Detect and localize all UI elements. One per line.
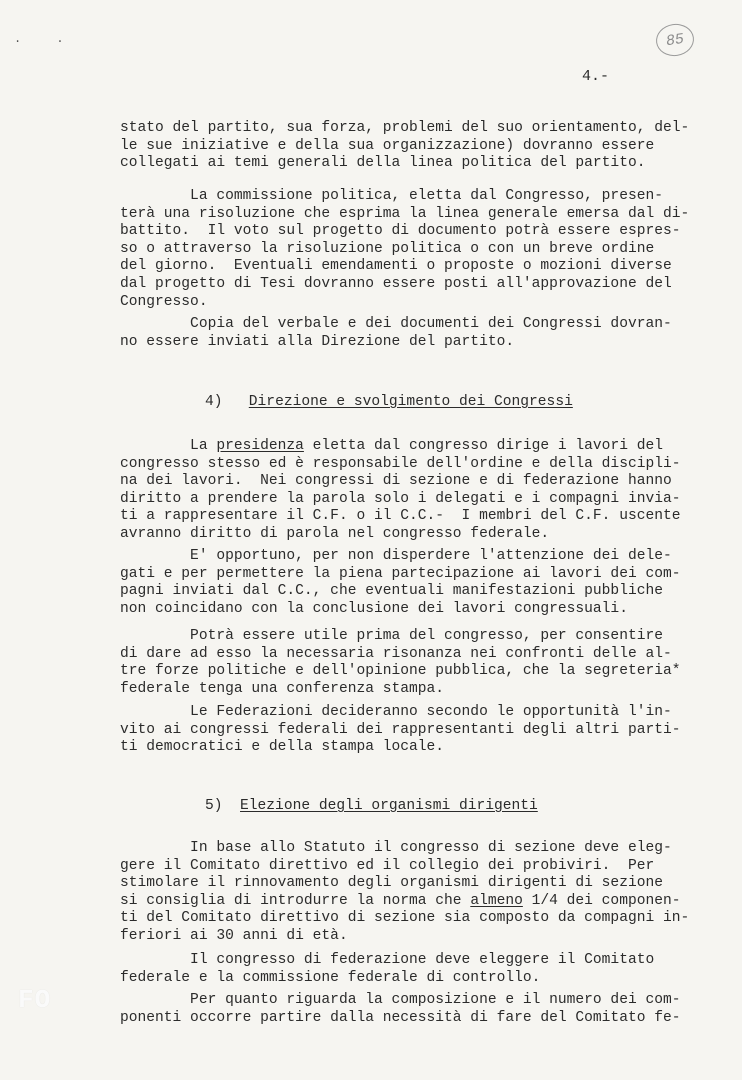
text-line: diritto a prendere la parola solo i delegati e i compagni invia-: [120, 490, 681, 507]
paragraph-1: [120, 120, 690, 173]
text-line: del giorno. Eventuali emendamenti o proposte o mozioni diverse: [120, 258, 672, 275]
text-line: no essere inviati alla Direzione del partito.: [120, 333, 515, 350]
paragraph-9: [120, 952, 680, 987]
paragraph-6: [120, 628, 680, 698]
text-line: battito. Il voto sul progetto di documento potrà essere espres-: [120, 223, 681, 240]
text-line: congresso stesso ed è responsabile dell'ordine e della discipli-: [120, 455, 681, 472]
text-line: tre forze politiche e dell'opinione pubblica, che la segreteria*: [120, 663, 681, 680]
paragraph-7: [120, 704, 680, 757]
margin-marks: . .: [14, 32, 78, 46]
page-number: 4.-: [582, 68, 610, 85]
text-line: stimolare il rinnovamento degli organismi dirigenti di sezione: [120, 875, 663, 892]
section-heading-4: 4) Direzione e svolgimento dei Congressi: [205, 394, 573, 410]
text-line: La commissione politica, eletta dal Congresso, presen-: [120, 188, 663, 204]
text-line: In base allo Statuto il congresso di sezione deve eleg-: [120, 840, 672, 856]
text-line: dal progetto di Tesi dovranno essere posti all'approvazione del: [120, 275, 672, 292]
text-line: non coincidano con la conclusione dei lavori congressuali.: [120, 600, 628, 617]
paragraph-4: La presidenza eletta dal congresso dirige i lavori del congresso stesso ed è responsabile dell'ordine e della discipli- na dei lavori. Nei congressi di sezione e di federazione hanno diritto a prendere la parola solo i delegati e i compagni invia- ti a rappresentare il C.F. o il C.C.- I membri del C.F. uscente avranno diritto di parola nel congresso federale.: [120, 438, 681, 542]
text-line: avranno diritto di parola nel congresso federale.: [120, 525, 550, 542]
text-line: pagni inviati dal C.C., che eventuali manifestazioni pubbliche: [120, 583, 663, 600]
paragraph-10: [120, 992, 680, 1027]
paragraph-3: [120, 316, 680, 351]
text-line: Le Federazioni decideranno secondo le opportunità l'in-: [120, 704, 672, 720]
text-line: gere il Comitato direttivo ed il collegio dei probiviri. Per: [120, 857, 655, 874]
text-line: vito ai congressi federali dei rappresentanti degli altri parti-: [120, 721, 681, 738]
text-line: na dei lavori. Nei congressi di sezione e di federazione hanno: [120, 473, 672, 490]
text-line: Il congresso di federazione deve eleggere il Comitato: [120, 952, 655, 968]
page-stamp: 85: [654, 22, 696, 59]
text-line: Copia del verbale e dei documenti dei Congressi dovran-: [120, 316, 672, 332]
watermark: FO: [18, 985, 52, 1015]
text-line: federale e la commissione federale di controllo.: [120, 969, 541, 986]
paragraph-5: [120, 548, 680, 618]
text-line: collegati ai temi generali della linea politica del partito.: [120, 155, 646, 172]
text-line: so o attraverso la risoluzione politica o con un breve ordine: [120, 240, 655, 257]
text-line: Congresso.: [120, 293, 208, 310]
text-line: le sue iniziative e della sua organizzazione) dovranno essere: [120, 137, 655, 154]
text-line: Potrà essere utile prima del congresso, per consentire: [120, 628, 663, 644]
text-line: Per quanto riguarda la composizione e il numero dei com-: [120, 992, 681, 1008]
text-line: di dare ad esso la necessaria risonanza nei confronti delle al-: [120, 645, 672, 662]
text-line: stato del partito, sua forza, problemi del suo orientamento, del-: [120, 120, 690, 136]
text-line: feriori ai 30 anni di età.: [120, 927, 348, 944]
text-line: ti del Comitato direttivo di sezione sia composto da compagni in-: [120, 910, 690, 927]
text-line: ponenti occorre partire dalla necessità di fare del Comitato fe-: [120, 1009, 681, 1026]
text-line: gati e per permettere la piena partecipazione ai lavori dei com-: [120, 565, 681, 582]
paragraph-8: In base allo Statuto il congresso di sezione deve eleg- gere il Comitato direttivo ed il collegio dei probiviri. Per stimolare il rinnovamento degli organismi dirigenti di sezione si consiglia di introdurre la norma che almeno 1/4 dei componen- ti del Comitato direttivo di sezione sia composto da compagni in- feriori ai 30 anni di età.: [120, 840, 690, 944]
text-line: ti democratici e della stampa locale.: [120, 739, 445, 756]
text-line: terà una risoluzione che esprima la linea generale emersa dal di-: [120, 205, 690, 222]
section-heading-5: 5) Elezione degli organismi dirigenti: [205, 798, 538, 814]
paragraph-2: [120, 188, 690, 311]
text-line: federale tenga una conferenza stampa.: [120, 680, 445, 697]
text-line: ti a rappresentare il C.F. o il C.C.- I membri del C.F. uscente: [120, 508, 681, 525]
text-line: E' opportuno, per non disperdere l'attenzione dei dele-: [120, 548, 672, 564]
